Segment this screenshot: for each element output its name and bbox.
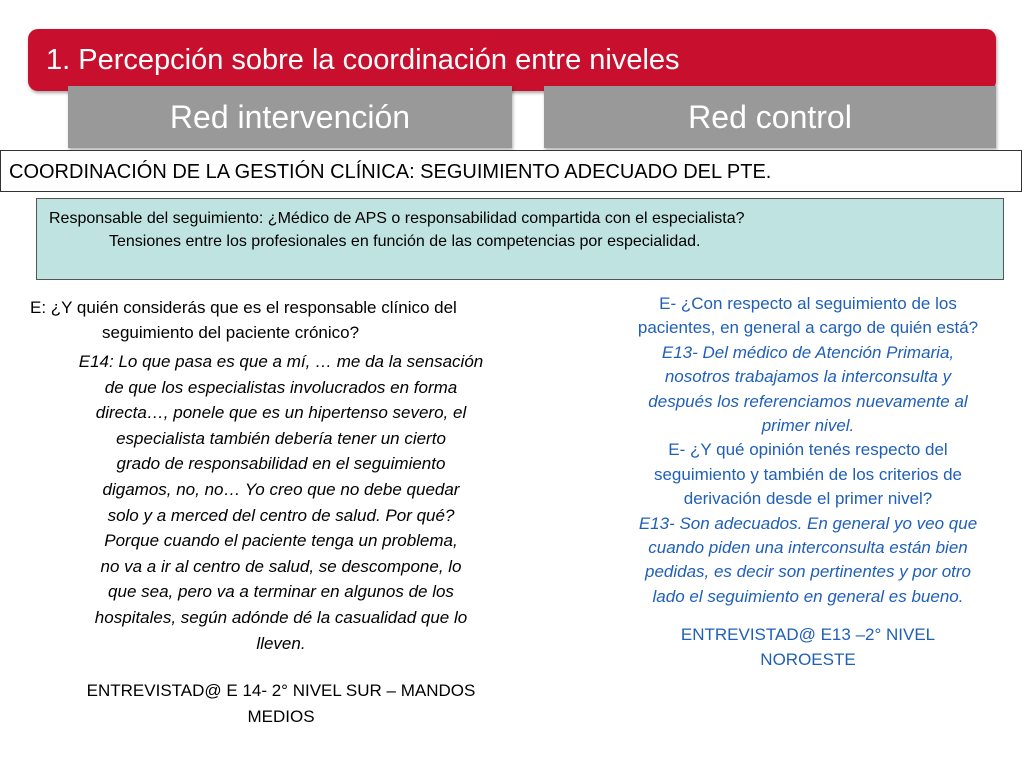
answer-line: grado de responsabilidad en el seguimiento	[116, 454, 446, 474]
answer-line: Porque cuando el paciente tenga un problema,	[104, 531, 458, 551]
text-line: nosotros trabajamos la interconsulta y	[664, 367, 952, 387]
info-line-1: Responsable del seguimiento: ¿Médico de APS o responsabilidad compartida con el especialista?	[49, 210, 745, 227]
answer-line: lleven.	[256, 633, 306, 653]
left-question: E: ¿Y quién considerás que es el responsable clínico del seguimiento del paciente crónico?	[30, 298, 457, 342]
left-column	[18, 295, 544, 730]
text-line: E13- Son adecuados. En general yo veo que	[638, 513, 978, 533]
text-line: E13- Del médico de Atención Primaria,	[661, 342, 955, 362]
answer-line: especialista también debería tener un cierto	[116, 428, 446, 448]
right-source	[596, 623, 1020, 672]
answer-line: no va a ir al centro de salud, se descompone, lo	[100, 556, 462, 576]
text-line: seguimiento y también de los criterios de	[653, 464, 963, 484]
source-line: ENTREVISTAD@ E 14- 2° NIVEL SUR – MANDOS	[86, 681, 476, 701]
source-line: MEDIOS	[247, 707, 315, 727]
right-answer-1	[596, 341, 1020, 439]
answer-line: digamos, no, no… Yo creo que no debe quedar	[102, 479, 460, 499]
tab-red-control: Red control	[544, 86, 996, 148]
answer-line: solo y a merced del centro de salud. Por qué?	[107, 505, 455, 525]
right-question-2	[596, 438, 1020, 511]
answer-line: que sea, pero va a terminar en algunos de los	[108, 582, 454, 602]
answer-line: directa…, ponele que es un hipertenso severo, el	[95, 403, 467, 423]
text-line: después los referenciamos nuevamente al	[648, 391, 968, 411]
answer-line: de que los especialistas involucrados en forma	[104, 377, 458, 397]
right-column	[596, 292, 1020, 672]
right-answer-2	[596, 512, 1020, 610]
text-line: pacientes, en general a cargo de quién está?	[637, 318, 979, 338]
answer-line: E14: Lo que pasa es que a mí, … me da la sensación	[78, 352, 484, 371]
text-line: E- ¿Y qué opinión tenés respecto del	[668, 440, 948, 460]
answer-line: hospitales, según adónde dé la casualidad que lo	[94, 607, 468, 627]
source-line: NOROESTE	[760, 649, 856, 669]
text-line: derivación desde el primer nivel?	[683, 489, 933, 509]
info-box	[36, 198, 1004, 280]
text-line: primer nivel.	[761, 416, 855, 436]
source-line: ENTREVISTAD@ E13 –2° NIVEL	[680, 625, 936, 645]
text-line: pedidas, es decir son pertinentes y por otro	[644, 562, 972, 582]
slide-title: 1. Percepción sobre la coordinación entre niveles	[46, 44, 680, 76]
text-line: lado el seguimiento en general es bueno.	[652, 586, 964, 606]
tab-red-intervencion: Red intervención	[68, 86, 512, 148]
info-line-2: Tensiones entre los profesionales en función de las competencias por especialidad.	[109, 233, 701, 250]
text-line: cuando piden una interconsulta están bien	[648, 538, 968, 558]
left-answer	[18, 349, 544, 656]
section-heading: COORDINACIÓN DE LA GESTIÓN CLÍNICA: SEGUIMIENTO ADECUADO DEL PTE.	[0, 150, 1022, 192]
right-question-1	[596, 292, 1020, 341]
text-line: E- ¿Con respecto al seguimiento de los	[659, 294, 957, 313]
left-source	[18, 678, 544, 730]
